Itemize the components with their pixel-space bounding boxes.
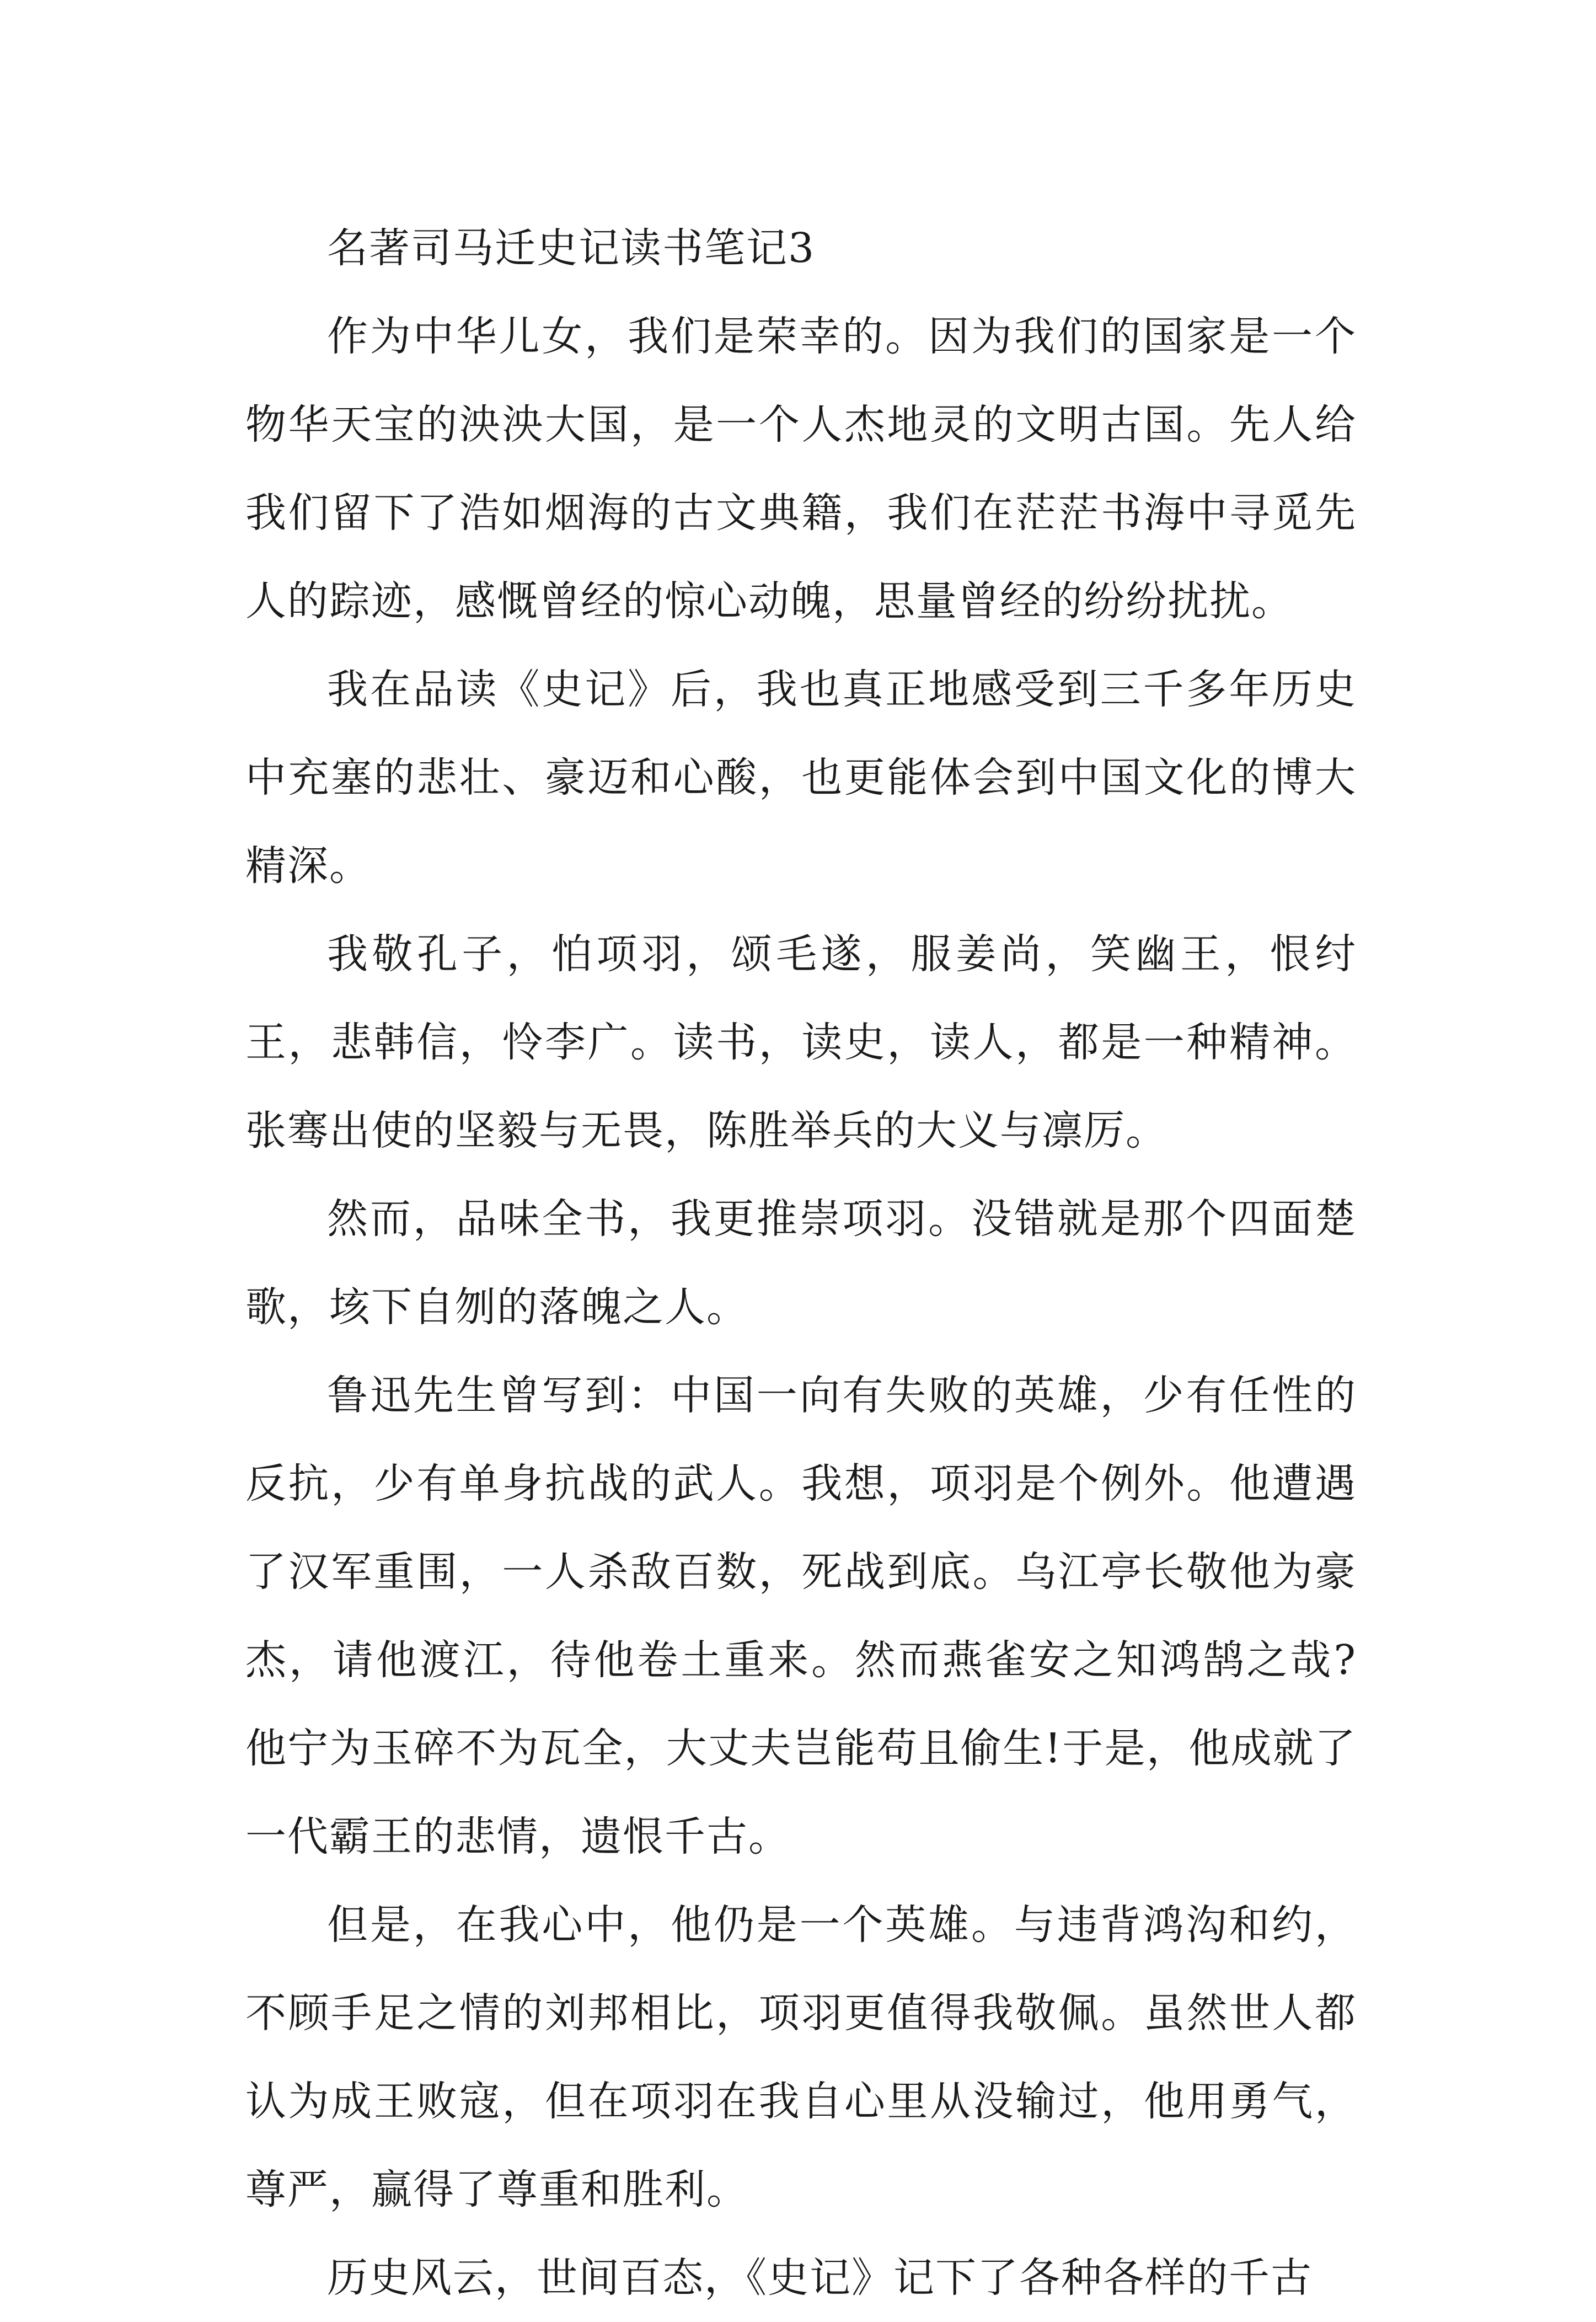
paragraph-3: 我敬孔子，怕项羽，颂毛遂，服姜尚，笑幽王，恨纣王，悲韩信，怜李广。读书，读史，读人，都是一种精神。张骞出使的坚毅与无畏，陈胜举兵的大义与凛厉。 [245,930,1357,1154]
document-title: 名著司马迁史记读书笔记3 [327,224,816,272]
paragraph-6: 但是，在我心中，他仍是一个英雄。与违背鸿沟和约，不顾手足之情的刘邦相比，项羽更值得我敬佩。虽然世人都认为成王败寇，但在项羽在我自心里从没输过，他用勇气，尊严，赢得了尊重和胜利。 [245,1901,1357,2213]
paragraph-2: 我在品读《史记》后，我也真正地感受到三千多年历史中充塞的悲壮、豪迈和心酸，也更能体会到中国文化的博大精深。 [245,666,1357,890]
paragraph-4: 然而，品味全书，我更推崇项羽。没错就是那个四面楚歌，垓下自刎的落魄之人。 [245,1195,1357,1331]
document-body [245,204,1357,2322]
paragraph-7: 历史风云，世间百态，《史记》记下了各种各样的千古 [327,2254,1313,2302]
paragraph-1: 作为中华儿女，我们是荣幸的。因为我们的国家是一个物华天宝的泱泱大国，是一个人杰地灵的文明古国。先人给我们留下了浩如烟海的古文典籍，我们在茫茫书海中寻觅先人的踪迹，感慨曾经的惊心动魄，思量曾经的纷纷扰扰。 [245,313,1357,625]
paragraph-5: 鲁迅先生曾写到：中国一向有失败的英雄，少有任性的反抗，少有单身抗战的武人。我想，项羽是个例外。他遭遇了汉军重围，一人杀敌百数，死战到底。乌江亭长敬他为豪杰，请他渡江，待他卷土重来。然而燕雀安之知鸿鹄之哉?他宁为玉碎不为瓦全，大丈夫岂能苟且偷生!于是，他成就了一代霸王的悲情，遗恨千古。 [245,1372,1357,1860]
